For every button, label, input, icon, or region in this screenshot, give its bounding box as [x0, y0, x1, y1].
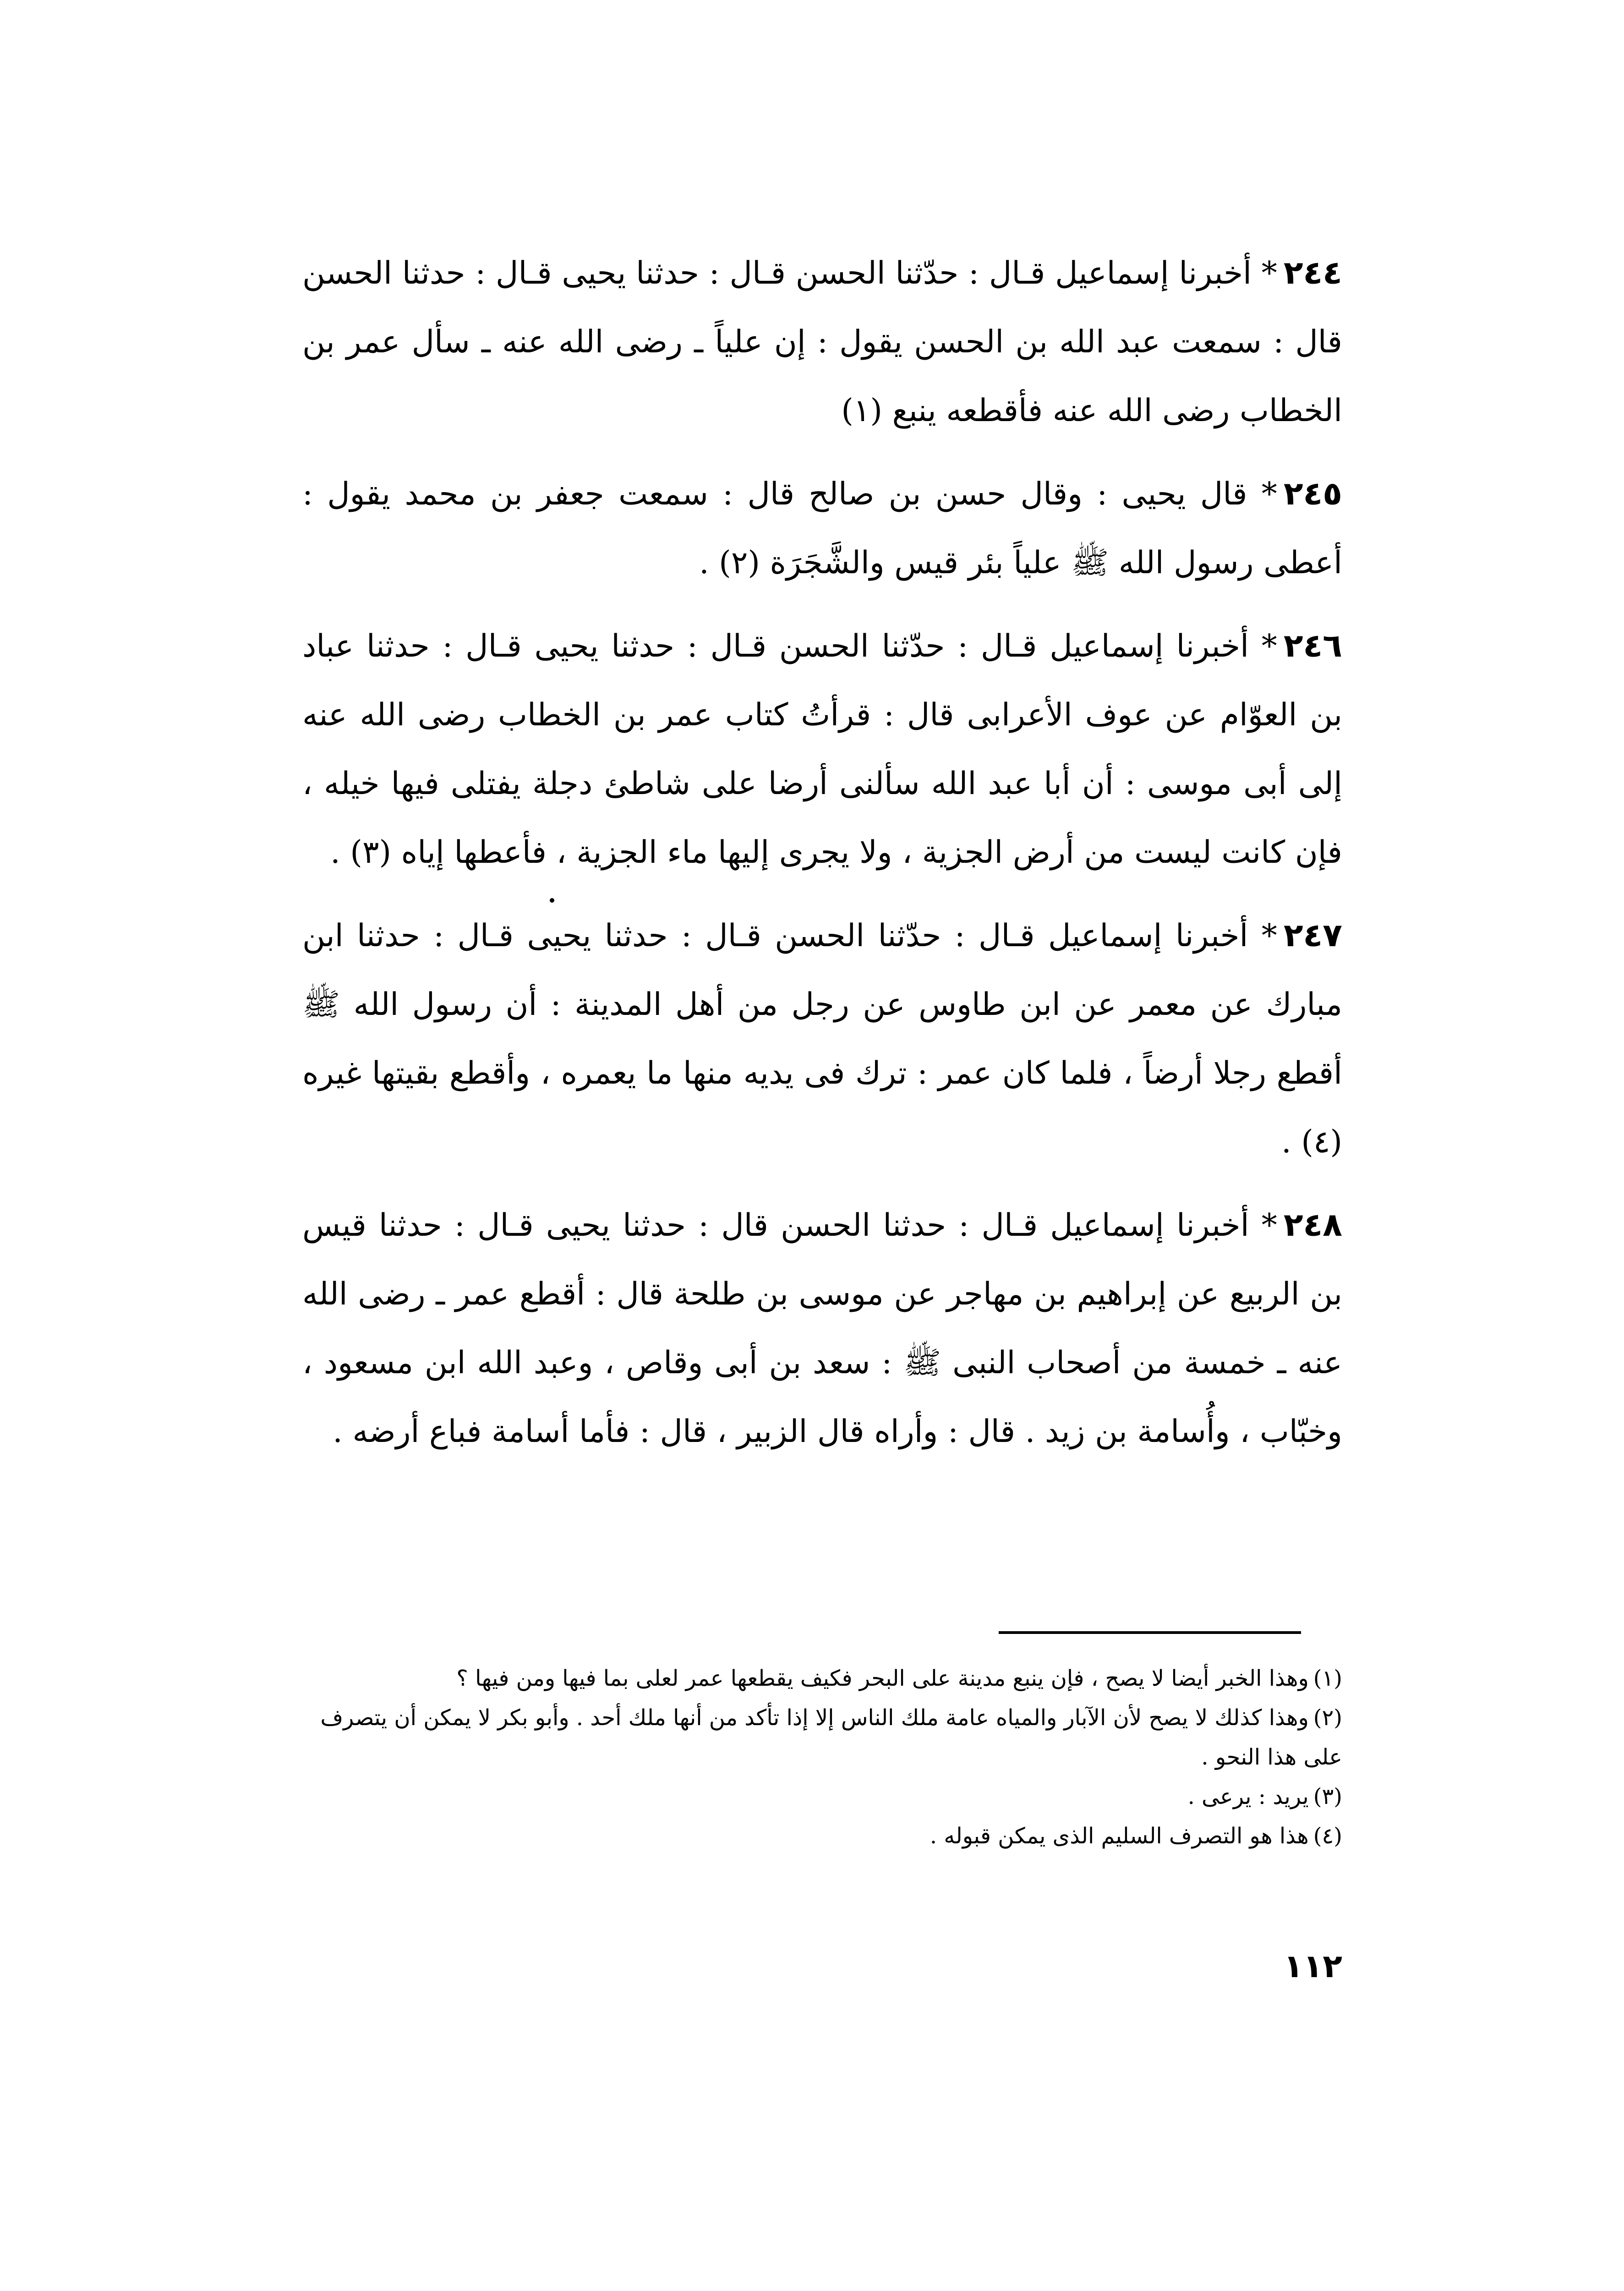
footnote-marker: (٣): [1313, 1784, 1342, 1809]
footnote: [302, 1659, 1342, 1698]
hadith-number: ٢٤٦: [1283, 627, 1342, 664]
hadith-number: ٢٤٧: [1283, 916, 1342, 954]
footnote-divider: [999, 1631, 1301, 1634]
footnote-text: يريد : يرعى .: [1187, 1784, 1309, 1809]
hadith-paragraph: [302, 1190, 1342, 1466]
hadith-paragraph: [302, 611, 1342, 887]
hadith-paragraph: [302, 901, 1342, 1177]
footnote: [302, 1698, 1342, 1777]
hadith-text: * أخبرنا إسماعيل قـال : حدثنا الحسن قال : حدثنا يحيى قـال : حدثنا قيس بن الربيع عن إبراهيم بن مهاجر عن موسى بن طلحة قال : أقطع عمر ـ رضى الله عنه ـ خمسة من أصحاب النبى ﷺ : سعد بن أبى وقاص ، وعبد الله ابن مسعود ، وخبّاب ، وأُسامة بن زيد . قال : وأراه قال الزبير ، قال : فأما أسامة فباع أرضه .: [302, 1207, 1342, 1450]
footnote-marker: (٢): [1313, 1705, 1342, 1731]
hadith-text: * أخبرنا إسماعيل قـال : حدّثنا الحسن قـال : حدثنا يحيى قـال : حدثنا الحسن قال : سمعت عبد الله بن الحسن يقول : إن علياً ـ رضى الله عنه ـ سأل عمر بن الخطاب رضى الله عنه فأقطعه ينبع (١): [302, 255, 1342, 429]
hadith-paragraph: [302, 459, 1342, 597]
hadith-number: ٢٤٨: [1283, 1206, 1342, 1244]
hadith-text: * أخبرنا إسماعيل قـال : حدّثنا الحسن قـال : حدثنا يحيى قـال : حدثنا ابن مبارك عن معمر عن ابن طاوس عن رجل من أهل المدينة : أن رسول الله ﷺ أقطع رجلا أرضاً ، فلما كان عمر : ترك فى يديه منها ما يعمره ، وأقطع بقيتها غيره (٤) .: [302, 918, 1342, 1160]
hadith-text: * قال يحيى : وقال حسن بن صالح قال : سمعت جعفر بن محمد يقول : أعطى رسول الله ﷺ علياً بئر قيس والشَّجَرَة (٢) .: [302, 476, 1342, 581]
page-number: ١١٢: [1283, 1947, 1342, 1985]
hadith-number: ٢٤٤: [1283, 254, 1342, 291]
hadith-number: ٢٤٥: [1283, 475, 1342, 512]
main-text: [302, 238, 1342, 1480]
footnote-text: هذا هو التصرف السليم الذى يمكن قبوله .: [930, 1823, 1309, 1849]
footnote: [302, 1777, 1342, 1816]
footnotes: [302, 1659, 1342, 1856]
footnote: [302, 1816, 1342, 1856]
hadith-paragraph: [302, 238, 1342, 445]
footnote-marker: (٤): [1313, 1823, 1342, 1849]
footnote-text: وهذا كذلك لا يصح لأن الآبار والمياه عامة ملك الناس إلا إذا تأكد من أنها ملك أحد . وأبو بكر لا يمكن أن يتصرف على هذا النحو .: [320, 1705, 1342, 1770]
hadith-text: * أخبرنا إسماعيل قـال : حدّثنا الحسن قـال : حدثنا يحيى قـال : حدثنا عباد بن العوّام عن عوف الأعرابى قال : قرأتُ كتاب عمر بن الخطاب رضى الله عنه إلى أبى موسى : أن أبا عبد الله سألنى أرضا على شاطئ دجلة يفتلى فيها خيله ، فإن كانت ليست من أرض الجزية ، ولا يجرى إليها ماء الجزية ، فأعطها إياه (٣) .: [302, 628, 1342, 871]
footnote-marker: (١): [1313, 1666, 1342, 1691]
print-speck: [550, 898, 554, 903]
footnote-text: وهذا الخبر أيضا لا يصح ، فإن ينبع مدينة على البحر فكيف يقطعها عمر لعلى بما فيها ومن فيها ؟: [456, 1666, 1309, 1691]
